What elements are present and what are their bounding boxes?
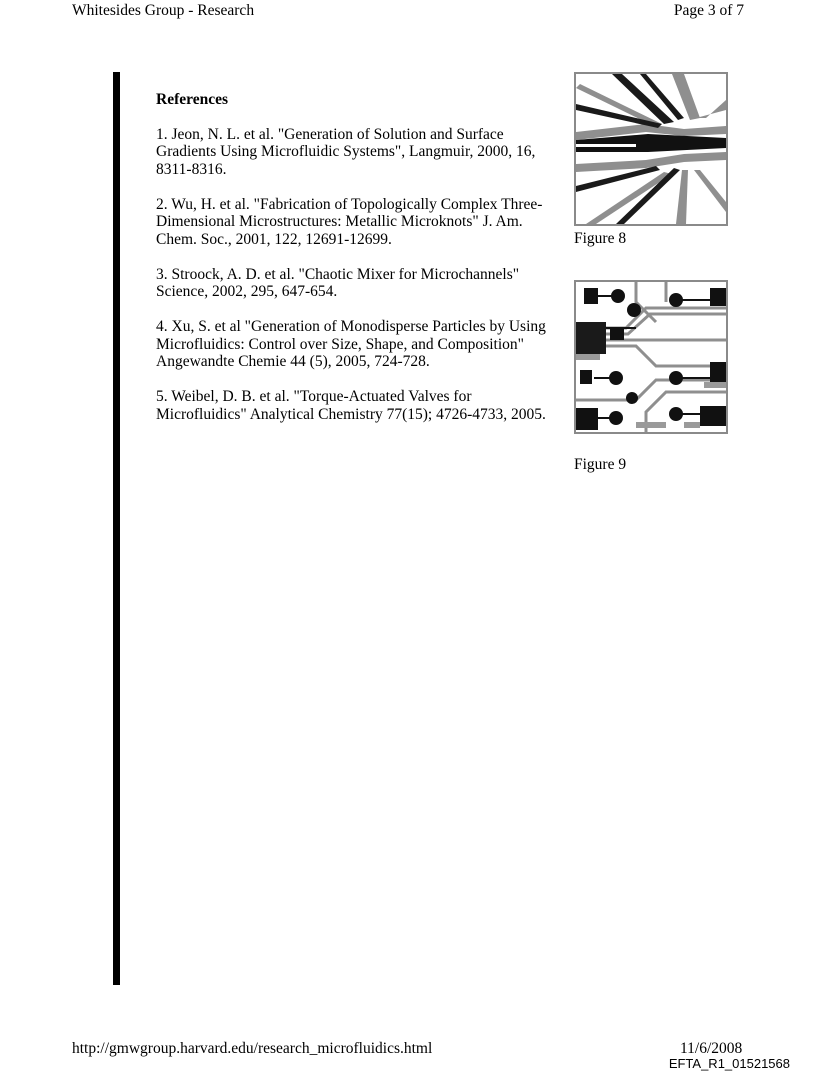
figure-9-image <box>574 280 728 434</box>
header-site-title: Whitesides Group - Research <box>72 2 255 19</box>
reference-item-1: 1. Jeon, N. L. et al. "Generation of Solution and Surface Gradients Using Microfluidic Systems", Langmuir, 2000, 16, 8311-8316. <box>156 125 536 178</box>
footer-date: 11/6/2008 <box>680 1040 743 1057</box>
figure-9-valve-array-drawing <box>576 282 726 432</box>
header-page-indicator: Page 3 of 7 <box>673 2 744 19</box>
references-heading: References <box>156 91 229 108</box>
figure-9 <box>574 280 728 474</box>
reference-item-5: 5. Weibel, D. B. et al. "Torque-Actuated Valves for Microfluidics" Analytical Chemistry 77(15); 4726-4733, 2005. <box>156 388 546 423</box>
figure-9-caption: Figure 9 <box>574 456 627 473</box>
left-vertical-rule <box>113 72 120 985</box>
figure-8 <box>574 72 728 248</box>
figure-8-channel-drawing <box>576 74 726 224</box>
references-section <box>156 91 556 441</box>
figure-8-caption: Figure 8 <box>574 230 627 247</box>
figure-8-image <box>574 72 728 226</box>
reference-item-2: 2. Wu, H. et al. "Fabrication of Topologically Complex Three-Dimensional Microstructures: Metallic Microknots" J. Am. Chem. Soc., 2001, 122, 12691-12699. <box>156 195 543 248</box>
footer-url: http://gmwgroup.harvard.edu/research_microfluidics.html <box>72 1040 433 1057</box>
reference-item-3: 3. Stroock, A. D. et al. "Chaotic Mixer for Microchannels" Science, 2002, 295, 647-654. <box>156 265 520 300</box>
reference-item-4: 4. Xu, S. et al "Generation of Monodisperse Particles by Using Microfluidics: Control over Size, Shape, and Composition" Angewandte Chemie 44 (5), 2005, 724-728. <box>156 318 546 370</box>
footer-document-id: EFTA_R1_01521568 <box>668 1056 790 1071</box>
